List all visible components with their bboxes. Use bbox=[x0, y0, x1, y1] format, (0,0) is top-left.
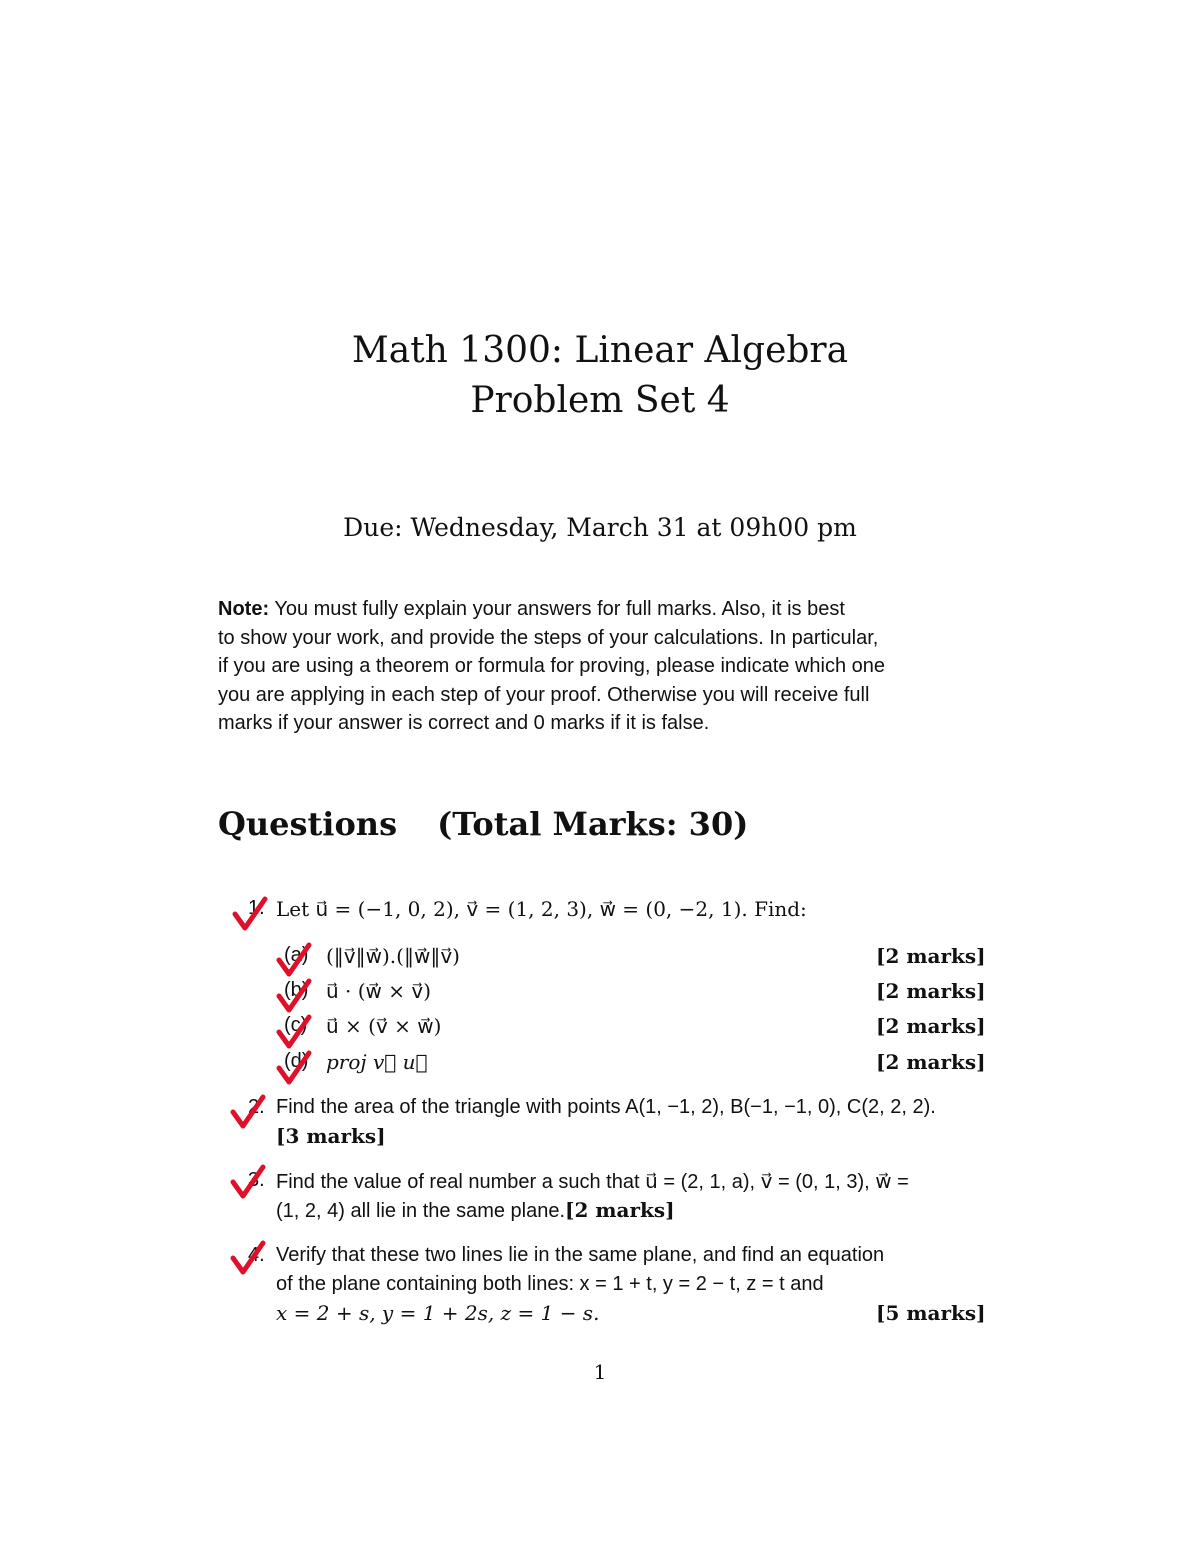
red-checkmark-icon bbox=[276, 978, 312, 1014]
q4-text-line1: Verify that these two lines lie in the same plane, and find an equation bbox=[276, 1244, 885, 1266]
heading-total-marks: (Total Marks: 30) bbox=[437, 805, 749, 843]
q1-intro: Let u⃗ = (−1, 0, 2), v⃗ = (1, 2, 3), w⃗ = (0, −2, 1). Find: bbox=[276, 897, 807, 921]
red-checkmark-icon bbox=[276, 942, 312, 978]
q1c-label: (c) bbox=[284, 1014, 308, 1036]
q1c-expression: u⃗ × (v⃗ × w⃗) bbox=[326, 1014, 442, 1038]
q1d-marks: [2 marks] bbox=[876, 1050, 986, 1074]
q1a-marks: [2 marks] bbox=[876, 944, 986, 968]
q1b-expression: u⃗ · (w⃗ × v⃗) bbox=[326, 979, 432, 1003]
q2-number: 2. bbox=[248, 1096, 265, 1118]
q3-number: 3. bbox=[248, 1169, 265, 1191]
red-checkmark-icon bbox=[230, 1094, 266, 1130]
q3-marks: [2 marks] bbox=[565, 1198, 675, 1222]
document-title: Math 1300: Linear Algebra bbox=[351, 330, 849, 371]
note-line: to show your work, and provide the steps of your calculations. In particular, bbox=[218, 626, 879, 649]
red-checkmark-icon bbox=[276, 1050, 312, 1086]
heading-questions: Questions bbox=[218, 805, 398, 843]
note-line: if you are using a theorem or formula for proving, please indicate which one bbox=[218, 655, 886, 677]
q2-marks: [3 marks] bbox=[276, 1124, 386, 1148]
red-checkmark-icon bbox=[230, 1240, 266, 1276]
note-line: marks if your answer is correct and 0 marks if it is false. bbox=[218, 712, 710, 734]
q1a-expression: (‖v⃗‖w⃗).(‖w⃗‖v⃗) bbox=[326, 944, 460, 968]
document-subtitle: Problem Set 4 bbox=[470, 380, 730, 421]
q1a-label: (a) bbox=[284, 944, 309, 966]
q4-text-line3: x = 2 + s, y = 1 + 2s, z = 1 − s. bbox=[276, 1301, 600, 1325]
note-line: You must fully explain your answers for full marks. Also, it is best bbox=[274, 598, 845, 620]
questions-heading bbox=[218, 805, 748, 843]
q1d-expression: proj v⃗ u⃗ bbox=[326, 1050, 428, 1074]
red-checkmark-icon bbox=[230, 1164, 266, 1200]
q1d-label: (d) bbox=[284, 1050, 309, 1072]
q2-text: Find the area of the triangle with points A(1, −1, 2), B(−1, −1, 0), C(2, 2, 2). bbox=[276, 1096, 936, 1118]
note-paragraph bbox=[218, 595, 980, 738]
page-number: 1 bbox=[593, 1360, 607, 1384]
q1-number: 1. bbox=[248, 897, 265, 919]
q4-text-line2: of the plane containing both lines: x = 1 + t, y = 2 − t, z = t and bbox=[276, 1273, 824, 1295]
q1b-label: (b) bbox=[284, 979, 309, 1001]
due-date: Due: Wednesday, March 31 at 09h00 pm bbox=[343, 513, 857, 542]
q3-text-line2 bbox=[276, 1198, 675, 1223]
note-label: Note: bbox=[218, 598, 270, 620]
q3-text-line1: Find the value of real number a such that u⃗ = (2, 1, a), v⃗ = (0, 1, 3), w⃗ = bbox=[276, 1171, 909, 1193]
q4-marks: [5 marks] bbox=[876, 1301, 986, 1325]
note-line: you are applying in each step of your proof. Otherwise you will receive full bbox=[218, 683, 870, 706]
red-checkmark-icon bbox=[232, 896, 268, 932]
q4-number: 4. bbox=[248, 1244, 265, 1266]
red-checkmark-icon bbox=[276, 1014, 312, 1050]
q3-text-line2-body: (1, 2, 4) all lie in the same plane. bbox=[276, 1200, 566, 1222]
q1b-marks: [2 marks] bbox=[876, 979, 986, 1003]
q1c-marks: [2 marks] bbox=[876, 1014, 986, 1038]
